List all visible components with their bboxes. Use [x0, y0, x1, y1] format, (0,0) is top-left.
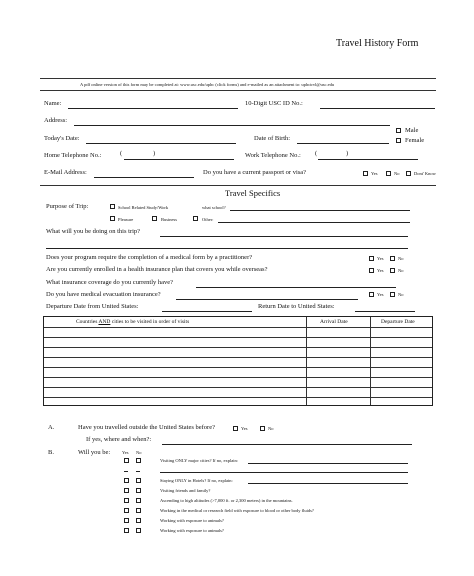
animals-2-yes-checkbox[interactable] — [124, 528, 129, 533]
medical-form-question: Does your program require the completion of a medical form by a practitioner? — [46, 254, 253, 261]
top-rule — [40, 78, 436, 79]
female-label: Female — [405, 137, 425, 144]
major-cities-field-2[interactable] — [160, 472, 408, 473]
what-school-label: what school? — [202, 205, 226, 210]
hotels-field[interactable] — [248, 483, 408, 484]
paren-close: ) — [346, 150, 349, 157]
evacuation-question: Do you have medical evacuation insurance? — [46, 291, 161, 298]
yes-column-header: Yes — [122, 450, 129, 455]
hotels-label: Staying ONLY in Hotels? If no, explain: — [160, 478, 233, 483]
address-label: Address: — [44, 117, 68, 124]
todays-date-field[interactable] — [86, 143, 236, 144]
intro-text: A pdf online version of this form may be completed at: www.usc.edu/uphc (click forms) and e-mailed as an attachment to: uphctrvl@usc.edu — [80, 82, 335, 87]
travelled-no-checkbox[interactable] — [260, 426, 265, 431]
male-checkbox[interactable] — [396, 128, 401, 133]
table-header-arrival: Arrival Date — [320, 319, 348, 325]
passport-question: Do you have a current passport or visa? — [203, 169, 307, 176]
table-row[interactable] — [44, 357, 432, 358]
altitude-no-checkbox[interactable] — [136, 498, 141, 503]
name-label: Name: — [44, 100, 62, 107]
purpose-business-label: Business — [161, 217, 178, 222]
medical-field-no-checkbox[interactable] — [136, 508, 141, 513]
passport-dont-know-label: Dont' Know — [414, 171, 436, 176]
table-row[interactable] — [44, 397, 432, 398]
travelled-yes-label: Yes — [241, 426, 248, 431]
blank-no-mark — [136, 471, 140, 472]
address-field[interactable] — [74, 125, 390, 126]
doing-field-2[interactable] — [46, 248, 408, 249]
travel-specifics-heading: Travel Specifics — [225, 188, 281, 198]
paren-close: ) — [153, 150, 156, 157]
medical-form-yes-checkbox[interactable] — [369, 256, 374, 261]
medical-field-label: Working in the medical or research field with exposure to blood or other body fluids? — [160, 508, 314, 513]
paren-open: ( — [120, 150, 123, 157]
email-label: E-Mail Address: — [44, 169, 87, 176]
insurance-question: Are you currently enrolled in a health insurance plan that covers you while overseas? — [46, 266, 268, 273]
todays-date-label: Today's Date: — [44, 135, 80, 142]
hotels-no-checkbox[interactable] — [136, 478, 141, 483]
countries-prefix: Countries — [76, 319, 99, 325]
passport-dont-know-checkbox[interactable] — [406, 171, 411, 176]
countries-suffix: cities to be visited in order of visits — [110, 319, 190, 325]
evacuation-yes-label: Yes — [377, 292, 384, 297]
where-when-field[interactable] — [162, 444, 412, 445]
table-row[interactable] — [44, 367, 432, 368]
table-row[interactable] — [44, 337, 432, 338]
passport-yes-checkbox[interactable] — [363, 171, 368, 176]
dob-label: Date of Birth: — [254, 135, 291, 142]
purpose-pleasure-label: Pleasure — [118, 217, 134, 222]
intro-rule — [40, 90, 436, 91]
doing-field-1[interactable] — [160, 236, 408, 237]
table-row[interactable] — [44, 387, 432, 388]
purpose-other-label: Other: — [202, 217, 214, 222]
where-when-label: If yes, where and when?: — [86, 436, 152, 443]
section-rule — [40, 185, 436, 186]
home-phone-field[interactable] — [124, 159, 234, 160]
animals-2-no-checkbox[interactable] — [136, 528, 141, 533]
work-phone-label: Work Telephone No.: — [245, 152, 301, 159]
altitude-yes-checkbox[interactable] — [124, 498, 129, 503]
insurance-no-checkbox[interactable] — [390, 268, 395, 273]
evacuation-no-label: No — [398, 292, 404, 297]
purpose-business-checkbox[interactable] — [152, 216, 157, 221]
insurance-yes-label: Yes — [377, 268, 384, 273]
departure-field[interactable] — [162, 311, 252, 312]
animals-no-checkbox[interactable] — [136, 518, 141, 523]
insurance-no-label: No — [398, 268, 404, 273]
insurance-yes-checkbox[interactable] — [369, 268, 374, 273]
purpose-school-checkbox[interactable] — [110, 204, 115, 209]
doing-label: What will you be doing on this trip? — [46, 228, 141, 235]
section-b-letter: B. — [48, 449, 54, 456]
return-field[interactable] — [355, 311, 415, 312]
return-label: Return Date to United States: — [258, 303, 335, 310]
usc-id-label: 10-Digit USC ID No.: — [245, 100, 303, 107]
purpose-other-checkbox[interactable] — [193, 216, 198, 221]
table-col-divider — [370, 317, 371, 405]
major-cities-label: Visiting ONLY major cities? If no, explain: — [160, 458, 238, 463]
medical-form-no-label: No — [398, 256, 404, 261]
passport-no-checkbox[interactable] — [386, 171, 391, 176]
table-row — [44, 327, 432, 328]
travelled-outside-question: Have you travelled outside the United States before? — [78, 424, 215, 431]
passport-yes-label: Yes — [371, 171, 378, 176]
will-you-be-label: Will you be: — [78, 449, 111, 456]
name-field[interactable] — [68, 108, 238, 109]
purpose-pleasure-checkbox[interactable] — [110, 216, 115, 221]
table-row[interactable] — [44, 377, 432, 378]
evacuation-yes-checkbox[interactable] — [369, 292, 374, 297]
medical-field-yes-checkbox[interactable] — [124, 508, 129, 513]
form-title: Travel History Form — [336, 38, 419, 49]
email-field[interactable] — [94, 177, 194, 178]
usc-id-field[interactable] — [320, 108, 435, 109]
animals-yes-checkbox[interactable] — [124, 518, 129, 523]
evacuation-field[interactable] — [176, 299, 358, 300]
section-a-letter: A. — [48, 424, 55, 431]
no-column-header: No — [136, 450, 142, 455]
dob-field[interactable] — [297, 143, 389, 144]
animals-label: Working with exposure to animals? — [160, 518, 224, 523]
table-col-divider — [306, 317, 307, 405]
purpose-school-label: School Related Study/Work — [118, 205, 169, 210]
work-phone-field[interactable] — [318, 159, 418, 160]
table-row[interactable] — [44, 347, 432, 348]
home-phone-label: Home Telephone No.: — [44, 152, 102, 159]
table-header-departure: Departure Date — [381, 319, 415, 325]
countries-and: AND — [98, 319, 111, 325]
what-school-field[interactable] — [230, 210, 410, 211]
friends-family-yes-checkbox[interactable] — [124, 488, 129, 493]
purpose-other-field[interactable] — [218, 222, 410, 223]
animals-2-label: Working with exposure to animals? — [160, 528, 224, 533]
coverage-field[interactable] — [196, 287, 396, 288]
paren-open: ( — [315, 150, 318, 157]
friends-family-no-checkbox[interactable] — [136, 488, 141, 493]
table-header-countries — [76, 319, 189, 325]
countries-table — [43, 316, 433, 406]
travelled-yes-checkbox[interactable] — [233, 426, 238, 431]
altitude-label: Ascending to high altitudes (>7,000 ft. or 2,300 meters) in the mountains. — [160, 498, 293, 503]
female-checkbox[interactable] — [396, 138, 401, 143]
blank-yes-mark — [124, 471, 128, 472]
male-label: Male — [405, 127, 419, 134]
departure-label: Departure Date from United States: — [46, 303, 139, 310]
travelled-no-label: No — [268, 426, 274, 431]
evacuation-no-checkbox[interactable] — [390, 292, 395, 297]
friends-family-label: Visiting friends and family? — [160, 488, 211, 493]
passport-no-label: No — [394, 171, 400, 176]
major-cities-field[interactable] — [248, 463, 408, 464]
hotels-yes-checkbox[interactable] — [124, 478, 129, 483]
medical-form-yes-label: Yes — [377, 256, 384, 261]
major-cities-yes-checkbox[interactable] — [124, 458, 129, 463]
major-cities-no-checkbox[interactable] — [136, 458, 141, 463]
coverage-question: What insurance coverage do you currently have? — [46, 279, 174, 286]
purpose-label: Purpose of Trip: — [46, 203, 89, 210]
medical-form-no-checkbox[interactable] — [390, 256, 395, 261]
